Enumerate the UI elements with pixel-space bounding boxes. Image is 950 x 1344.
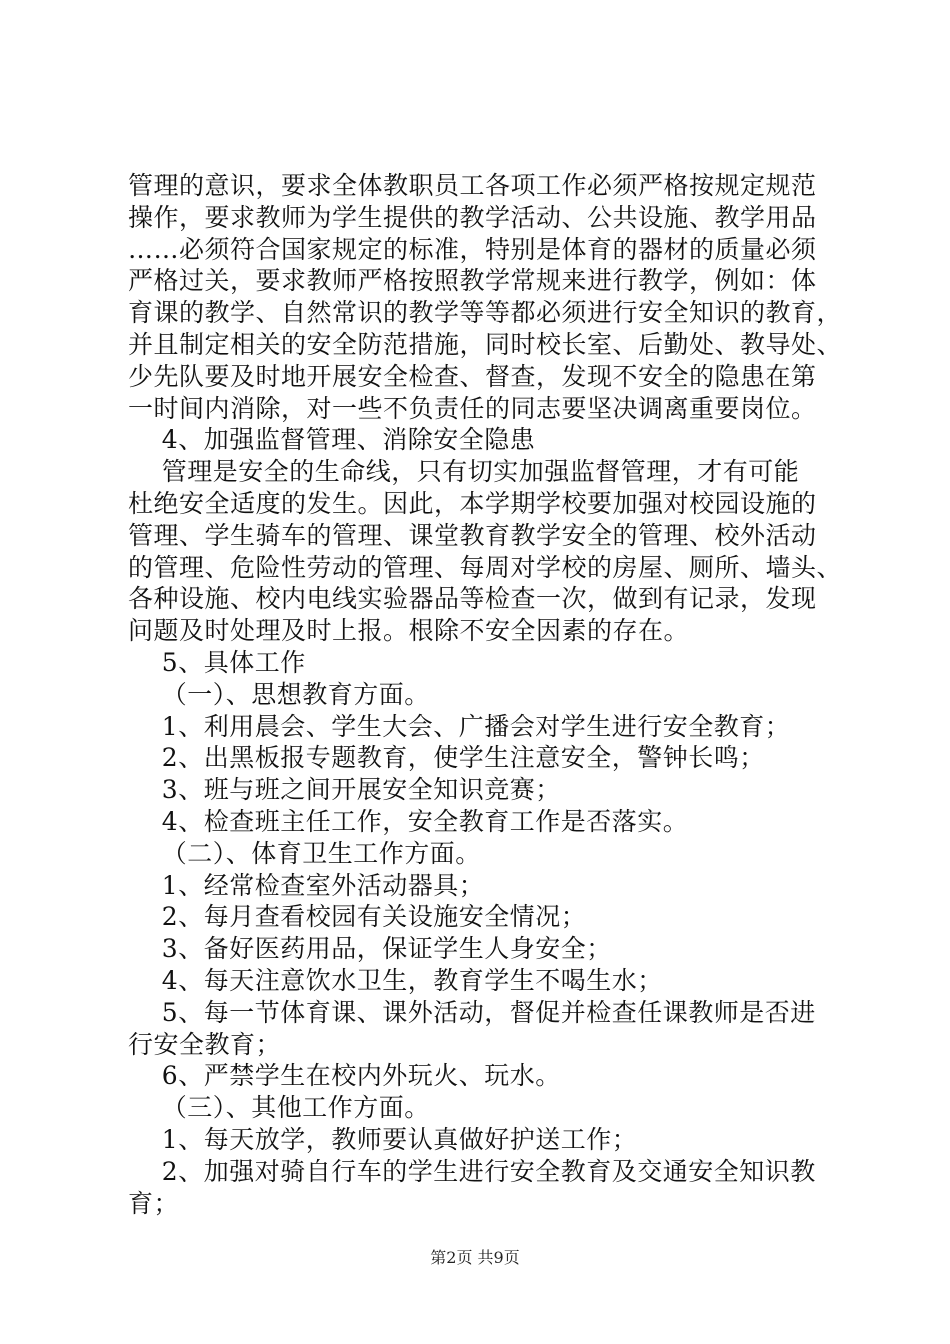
text-line: 严格过关，要求教师严格按照教学常规来进行教学，例如：体 [128, 266, 817, 296]
subsection-heading: （二）、体育卫生工作方面。 [128, 838, 481, 868]
text-line: 问题及时处理及时上报。根除不安全因素的存在。 [128, 616, 690, 646]
list-item: 2、每月查看校园有关设施安全情况； [128, 902, 587, 932]
page-number-footer: 第2页 共9页 [430, 1248, 520, 1267]
list-item: 4、检查班主任工作，安全教育工作是否落实。 [128, 806, 689, 836]
text-line: 管理、学生骑车的管理、课堂教育教学安全的管理、校外活动 [128, 520, 817, 550]
list-item: 1、利用晨会、学生大会、广播会对学生进行安全教育； [128, 711, 791, 741]
text-line: 少先队要及时地开展安全检查、督查，发现不安全的隐患在第 [128, 361, 817, 391]
text-line: 各种设施、校内电线实验器品等检查一次，做到有记录，发现 [128, 584, 817, 614]
text-line: ……必须符合国家规定的标准，特别是体育的器材的质量必须 [128, 234, 817, 264]
list-item: 1、每天放学，教师要认真做好护送工作； [128, 1124, 638, 1154]
list-item: 3、备好医药用品，保证学生人身安全； [128, 934, 612, 964]
text-line: 杜绝安全适度的发生。因此，本学期学校要加强对校园设施的 [128, 488, 817, 518]
subsection-heading: （三）、其他工作方面。 [128, 1093, 430, 1123]
text-line: 并且制定相关的安全防范措施，同时校长室、后勤处、教导处、 [128, 329, 843, 359]
list-item: 3、班与班之间开展安全知识竞赛； [128, 775, 561, 805]
text-line: 管理是安全的生命线，只有切实加强监督管理，才有可能 [128, 457, 800, 487]
list-item: 4、每天注意饮水卫生，教育学生不喝生水； [128, 965, 663, 995]
list-item: 6、严禁学生在校内外玩火、玩水。 [128, 1061, 561, 1091]
text-line: 育； [128, 1188, 180, 1218]
text-line: 行安全教育； [128, 1029, 282, 1059]
section-heading: 5、具体工作 [128, 647, 306, 677]
text-line: 管理的意识，要求全体教职员工各项工作必须严格按规定规范 [128, 171, 817, 200]
text-line: 育课的教学、自然常识的教学等等都必须进行安全知识的教育， [128, 298, 843, 328]
list-item: 5、每一节体育课、课外活动，督促并检查任课教师是否进 [128, 997, 816, 1027]
section-heading: 4、加强监督管理、消除安全隐患 [128, 425, 536, 455]
document-body [128, 170, 848, 1219]
text-line: 操作，要求教师为学生提供的教学活动、公共设施、教学用品 [128, 202, 817, 232]
list-item: 2、加强对骑自行车的学生进行安全教育及交通安全知识教 [128, 1156, 816, 1186]
subsection-heading: （一）、思想教育方面。 [128, 679, 430, 709]
text-line: 一时间内消除，对一些不负责任的同志要坚决调离重要岗位。 [128, 393, 817, 423]
list-item: 1、经常检查室外活动器具； [128, 870, 485, 900]
text-line: 的管理、危险性劳动的管理、每周对学校的房屋、厕所、墙头、 [128, 552, 843, 582]
list-item: 2、出黑板报专题教育，使学生注意安全，警钟长鸣； [128, 743, 765, 773]
